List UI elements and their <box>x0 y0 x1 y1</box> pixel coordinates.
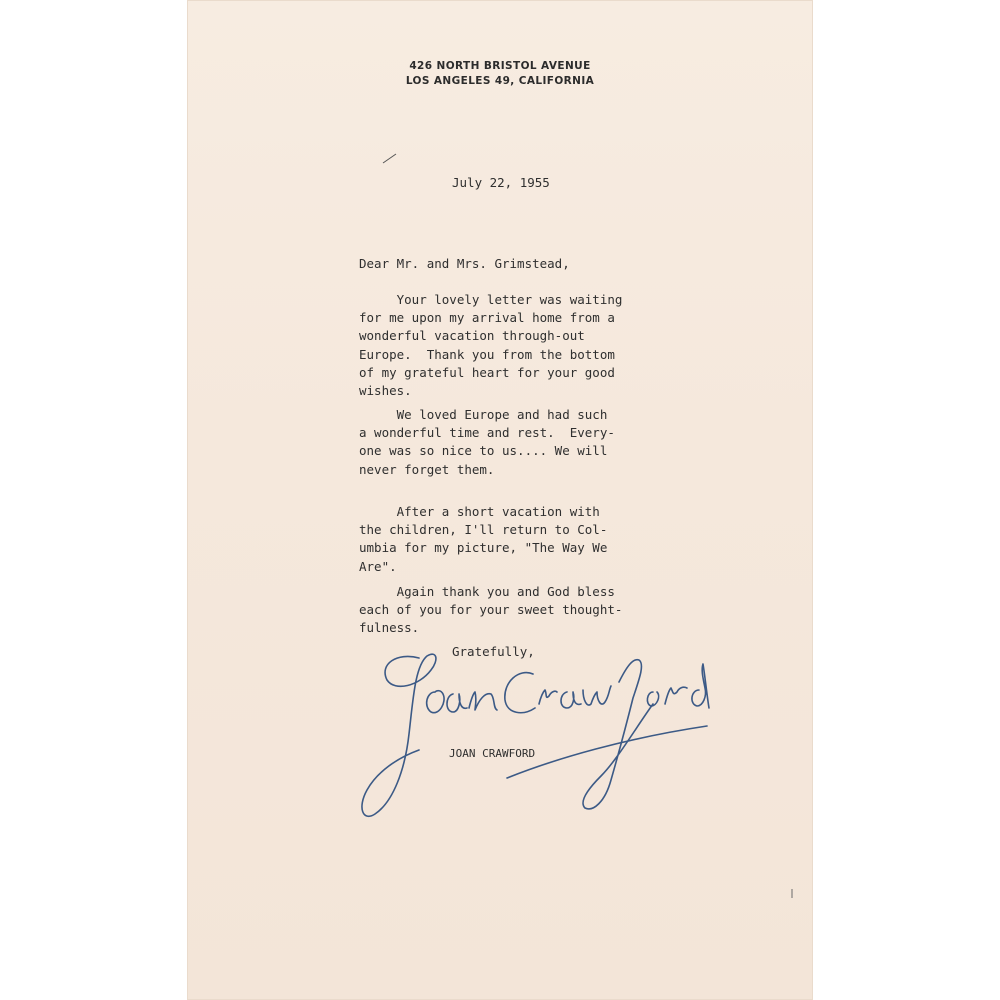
letter-paragraph-3: After a short vacation with the children, I'll return to Col- umbia for my picture, "The Way We Are". <box>359 504 608 574</box>
letter-paragraph-4: Again thank you and God bless each of you for your sweet thought- fulness. <box>359 584 623 636</box>
letter-sheet <box>187 0 813 1000</box>
stray-paper-mark <box>789 888 795 900</box>
letter-salutation: Dear Mr. and Mrs. Grimstead, <box>359 256 570 271</box>
letter-paragraph-1: Your lovely letter was waiting for me upon my arrival home from a wonderful vacation through-out Europe. Thank you from the bottom of my grateful heart for your good wishes. <box>359 292 623 399</box>
letterhead-address-line1: 426 NORTH BRISTOL AVENUE <box>409 60 591 72</box>
typed-signature-name: JOAN CRAWFORD <box>449 747 536 760</box>
letterhead-address-line2: LOS ANGELES 49, CALIFORNIA <box>405 75 595 87</box>
letter-date: July 22, 1955 <box>452 175 550 190</box>
letter-paragraph-2: We loved Europe and had such a wonderful time and rest. Every- one was so nice to us.... We will never forget them. <box>359 407 615 477</box>
stray-pen-mark <box>382 152 398 164</box>
handwritten-signature <box>357 630 717 840</box>
letter-closing: Gratefully, <box>452 644 535 659</box>
